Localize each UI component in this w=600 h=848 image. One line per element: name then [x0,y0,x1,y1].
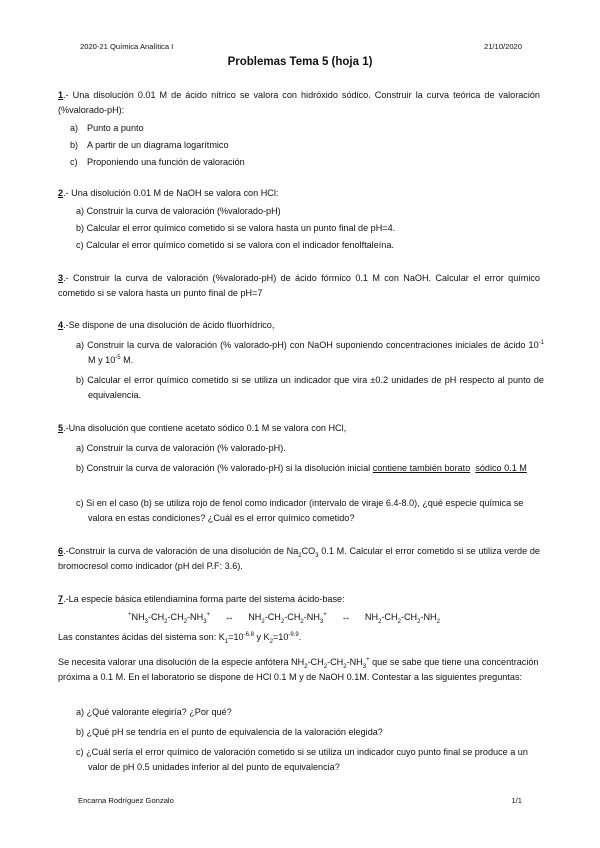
problem-number: 6 [58,546,64,556]
list-item: a) Construir la curva de valoración (% valorado-pH). [76,443,286,453]
problem-text: .-La especie básica etilendiamina forma parte del sistema ácido-base: [63,594,345,604]
problem-2 [58,186,540,201]
list-item: c) Calcular el error químico cometido si se valora con el indicador fenolftaleína. [76,240,394,250]
list-item: b) A partir de un diagrama logarítmico [70,140,229,150]
list-item: b) Calcular el error químico cometido si se utiliza un indicador que vira ±0.2 unidades de pH respecto al punto de equivalencia. [76,375,544,400]
problem-number: 1 [58,90,64,100]
header-course: 2020-21 Química Analítica I [80,42,174,51]
species-3: $NH_2-CH_2-CH_2-NH_2$ [364,612,440,625]
list-item: b) ¿Qué pH se tendría en el punto de equivalencia de la valoración elegida? [76,727,383,737]
acid-constants: Las constantes ácidas del sistema son: $K_1=10^{-6.8}$ y $K_2=10^{-9.9}$. [58,631,302,645]
problem-text: .- Una disolución 0.01 M de ácido nítrico se valora con hidróxido sódico. Construir la curva teórica de valoración (%valorado-pH): [58,90,540,115]
problem-text: .- Una disolución 0.01 M de NaOH se valora con HCl: [63,188,279,198]
equilibrium-arrow-icon: ↔ [341,612,351,622]
page-number: 1/1 [511,796,522,805]
problem-3 [58,271,540,301]
problem-number: 7 [58,594,64,604]
problem-text: .- Construir la curva de valoración (%valorado-pH) de ácido fórmico 0.1 M con NaOH. Calcular el error químico cometido si se valora hasta un punto final de pH=7 [58,273,540,298]
list-item: b) Construir la curva de valoración (% valorado-pH) si la disolución inicial contiene también borato sódico 0.1 M [76,463,527,473]
problem-number: 3 [58,273,64,283]
problem-4 [58,318,540,333]
problem-text: .-Una disolución que contiene acetato sódico 0.1 M se valora con HCl, [63,423,347,433]
footer-author: Encarna Rodríguez Gonzalo [78,796,174,805]
list-item: a) Construir la curva de valoración (%valorado-pH) [76,206,281,216]
problem-number: 5 [58,423,64,433]
list-item: b) Calcular el error químico cometido si se valora hasta un punto final de pH=4. [76,223,396,233]
problem-number: 2 [58,188,64,198]
equilibrium-arrow-icon: ↔ [224,612,234,622]
list-item: c) Proponiendo una función de valoración [70,157,245,167]
list-item: c) Si en el caso (b) se utiliza rojo de fenol como indicador (intervalo de viraje 6.4-8.0), ¿qué especie química se valora en estas condiciones? ¿Cuál es el error químico cometido? [76,498,524,523]
species-1: $^+NH_3-CH_2-CH_2-NH_3^+$ [128,611,211,625]
list-item: c) ¿Cuál sería el error químico de valoración cometido si se utiliza un indicador cuyo punto final se produce a un valor de pH 0.5 unidades inferior al del punto de equivalencia? [76,747,528,772]
header-date: 21/10/2020 [483,42,522,51]
problem-5 [58,421,540,436]
page-title: Problemas Tema 5 (hoja 1) [227,56,373,68]
problem-1 [58,88,540,118]
list-item: a) Punto a punto [70,123,144,133]
problem-number: 4 [58,320,64,330]
list-item: a) ¿Qué valorante elegiría? ¿Por qué? [76,707,232,717]
list-item: a) Construir la curva de valoración (% valorado-pH) con NaOH suponiendo concentraciones iniciales de ácido $10^{-1}$ M y $10^{-5}$ M. [76,339,544,365]
acid-base-equilibrium [128,611,440,625]
problem-7-statement: Se necesita valorar una disolución de la especie anfótera $NH_2-CH_2-CH_2-NH_3^+$ que se sabe que tiene una concentración próxima a 0.1 M. En el laboratorio se dispone de HCl 0.1 M y de NaOH 0.1M. Contestar a las siguientes preguntas: [58,656,539,682]
problem-text: .-Se dispone de una disolución de ácido fluorhídrico, [63,320,275,330]
species-2: $NH_2-CH_2-CH_2-NH_3^+$ [248,611,327,625]
problem-6: 6.-Construir la curva de valoración de una disolución de $Na_2CO_3$ 0.1 M. Calcular el error cometido si se utiliza verde de bromocresol como indicador (pH del P.F: 3.6). [58,546,540,571]
problem-7 [58,592,540,607]
